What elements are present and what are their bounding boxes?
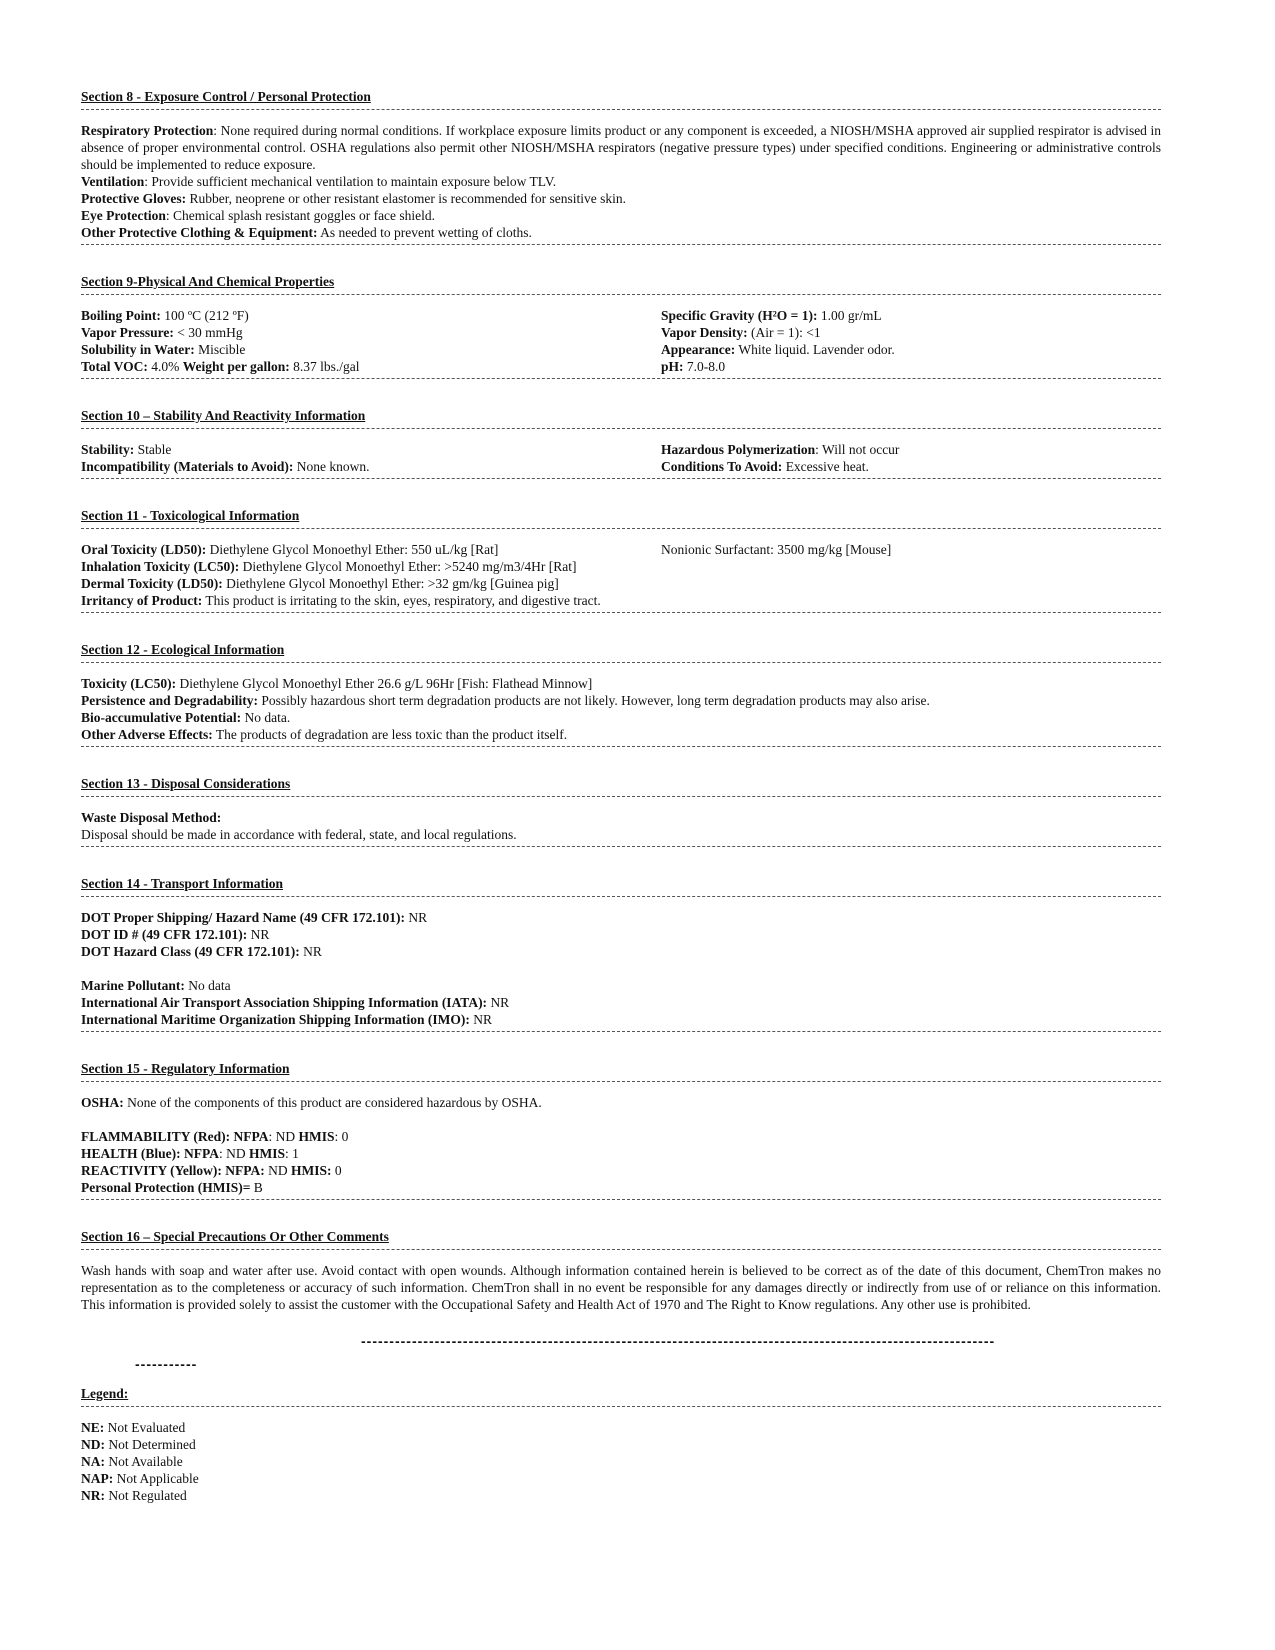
ventilation: Ventilation: Provide sufficient mechanical ventilation to maintain exposure below TLV. xyxy=(81,174,557,189)
persistence: Persistence and Degradability: Possibly hazardous short term degradation products are not likely. However, long term degradation products may also arise. xyxy=(81,693,930,708)
section-title: Section 14 - Transport Information xyxy=(81,876,283,891)
spacer xyxy=(81,1111,1161,1128)
divider xyxy=(81,846,1161,855)
stability-left xyxy=(81,441,661,475)
inhalation-toxicity: Inhalation Toxicity (LC50): Diethylene Glycol Monoethyl Ether: >5240 mg/m3/4Hr [Rat] xyxy=(81,559,577,574)
other-protective: Other Protective Clothing & Equipment: As needed to prevent wetting of cloths. xyxy=(81,225,532,240)
conditions-to-avoid: Conditions To Avoid: Excessive heat. xyxy=(661,459,869,474)
section-16 xyxy=(81,1228,1161,1313)
divider xyxy=(81,1406,1161,1415)
dot-shipping-name: DOT Proper Shipping/ Hazard Name (49 CFR 172.101): NR xyxy=(81,910,428,925)
legend-item: NA: Not Available xyxy=(81,1454,183,1469)
incompatibility: Incompatibility (Materials to Avoid): None known. xyxy=(81,459,370,474)
divider xyxy=(81,1249,1161,1258)
separator-line: ---------------------------------------------------------------------------------------------------------------- xyxy=(361,1333,996,1349)
properties-left xyxy=(81,307,661,375)
divider xyxy=(81,109,1161,118)
stability-grid xyxy=(81,441,1161,475)
respiratory-protection: Respiratory Protection: None required during normal conditions. If workplace exposure limits product or any component is exceeded, a NIOSH/MSHA approved air supplied respirator is advised in absence of proper environmental control. OSHA regulations also permit other NIOSH/MSHA respirators (negative pressure types) under specified conditions. Engineering or administrative controls should be implemented to reduce exposure. xyxy=(81,123,1161,172)
boiling-point: Boiling Point: 100 ºC (212 ºF) xyxy=(81,308,249,323)
section-14 xyxy=(81,875,1161,1040)
stability: Stability: Stable xyxy=(81,442,172,457)
bio-accumulative: Bio-accumulative Potential: No data. xyxy=(81,710,291,725)
reactivity: REACTIVITY (Yellow): NFPA: ND HMIS: 0 xyxy=(81,1163,342,1178)
osha: OSHA: None of the components of this product are considered hazardous by OSHA. xyxy=(81,1095,542,1110)
oral-toxicity-row xyxy=(81,541,1161,558)
eco-toxicity: Toxicity (LC50): Diethylene Glycol Monoethyl Ether 26.6 g/L 96Hr [Fish: Flathead Minnow] xyxy=(81,676,593,691)
specific-gravity: Specific Gravity (H²O = 1): 1.00 gr/mL xyxy=(661,308,882,323)
section-11 xyxy=(81,507,1161,621)
hazardous-polymerization: Hazardous Polymerization: Will not occur xyxy=(661,442,900,457)
legend-item: NE: Not Evaluated xyxy=(81,1420,186,1435)
appearance: Appearance: White liquid. Lavender odor. xyxy=(661,342,895,357)
section-13 xyxy=(81,775,1161,855)
health: HEALTH (Blue): NFPA: ND HMIS: 1 xyxy=(81,1146,299,1161)
irritancy: Irritancy of Product: This product is irritating to the skin, eyes, respiratory, and digestive tract. xyxy=(81,593,601,608)
divider xyxy=(81,1081,1161,1090)
section-title: Section 11 - Toxicological Information xyxy=(81,508,300,523)
divider xyxy=(81,612,1161,621)
vapor-pressure: Vapor Pressure: < 30 mmHg xyxy=(81,325,243,340)
protective-gloves: Protective Gloves: Rubber, neoprene or other resistant elastomer is recommended for sensitive skin. xyxy=(81,191,627,206)
personal-protection: Personal Protection (HMIS)= B xyxy=(81,1180,263,1195)
oral-toxicity-text: Oral Toxicity (LD50): Diethylene Glycol Monoethyl Ether: 550 uL/kg [Rat] xyxy=(81,542,499,557)
legend-item: ND: Not Determined xyxy=(81,1437,196,1452)
divider xyxy=(81,746,1161,755)
legend-title: Legend: xyxy=(81,1386,129,1401)
divider xyxy=(81,1031,1161,1040)
legend-item: NAP: Not Applicable xyxy=(81,1471,199,1486)
divider xyxy=(81,796,1161,805)
imo: International Maritime Organization Shipping Information (IMO): NR xyxy=(81,1012,493,1027)
oral-toxicity xyxy=(81,541,661,558)
adverse-effects: Other Adverse Effects: The products of degradation are less toxic than the product itself. xyxy=(81,727,568,742)
dot-hazard-class: DOT Hazard Class (49 CFR 172.101): NR xyxy=(81,944,322,959)
spacer xyxy=(81,960,1161,977)
special-precautions-text: Wash hands with soap and water after use. Avoid contact with open wounds. Although information contained herein is believed to be correct as of the date of this document, ChemTron makes no representation as to the completeness or accuracy of such information. ChemTron shall in no event be responsible for any damages directly or indirectly from use of or reliance on this information. This information is provided solely to assist the customer with the Occupational Safety and Health Act of 1970 and The Right to Know regulations. Any other use is prohibited. xyxy=(81,1263,1161,1312)
marine-pollutant: Marine Pollutant: No data xyxy=(81,978,231,993)
section-10 xyxy=(81,407,1161,487)
ph: pH: 7.0-8.0 xyxy=(661,359,726,374)
sds-page xyxy=(81,88,1161,1504)
section-12 xyxy=(81,641,1161,755)
dot-id: DOT ID # (49 CFR 172.101): NR xyxy=(81,927,270,942)
waste-disposal-label: Waste Disposal Method: xyxy=(81,810,222,825)
section-9 xyxy=(81,273,1161,387)
flammability: FLAMMABILITY (Red): NFPA: ND HMIS: 0 xyxy=(81,1129,349,1144)
dermal-toxicity: Dermal Toxicity (LD50): Diethylene Glycol Monoethyl Ether: >32 gm/kg [Guinea pig] xyxy=(81,576,559,591)
total-voc: Total VOC: 4.0% Weight per gallon: 8.37 lbs./gal xyxy=(81,359,360,374)
divider xyxy=(81,662,1161,671)
properties-grid xyxy=(81,307,1161,375)
section-title: Section 13 - Disposal Considerations xyxy=(81,776,291,791)
iata: International Air Transport Association Shipping Information (IATA): NR xyxy=(81,995,510,1010)
section-15 xyxy=(81,1060,1161,1208)
eye-protection: Eye Protection: Chemical splash resistant goggles or face shield. xyxy=(81,208,436,223)
section-title: Section 10 – Stability And Reactivity Information xyxy=(81,408,366,423)
waste-disposal-text: Disposal should be made in accordance with federal, state, and local regulations. xyxy=(81,827,517,842)
vapor-density: Vapor Density: (Air = 1): <1 xyxy=(661,325,821,340)
divider xyxy=(81,478,1161,487)
divider xyxy=(81,528,1161,537)
divider xyxy=(81,896,1161,905)
divider xyxy=(81,294,1161,303)
legend-item: NR: Not Regulated xyxy=(81,1488,187,1503)
divider xyxy=(81,378,1161,387)
section-8 xyxy=(81,88,1161,253)
properties-right xyxy=(661,307,1161,375)
divider xyxy=(81,428,1161,437)
section-title: Section 8 - Exposure Control / Personal Protection xyxy=(81,89,371,104)
surfactant-toxicity-text: Nonionic Surfactant: 3500 mg/kg [Mouse] xyxy=(661,542,892,557)
divider xyxy=(81,244,1161,253)
legend xyxy=(81,1385,1161,1504)
solubility: Solubility in Water: Miscible xyxy=(81,342,246,357)
section-title: Section 16 – Special Precautions Or Other Comments xyxy=(81,1229,389,1244)
section-title: Section 9-Physical And Chemical Properties xyxy=(81,274,335,289)
divider xyxy=(81,1199,1161,1208)
surfactant-toxicity xyxy=(661,541,1161,558)
stability-right xyxy=(661,441,1161,475)
separator-line-continued: ----------- xyxy=(135,1356,198,1372)
section-title: Section 12 - Ecological Information xyxy=(81,642,285,657)
section-title: Section 15 - Regulatory Information xyxy=(81,1061,290,1076)
